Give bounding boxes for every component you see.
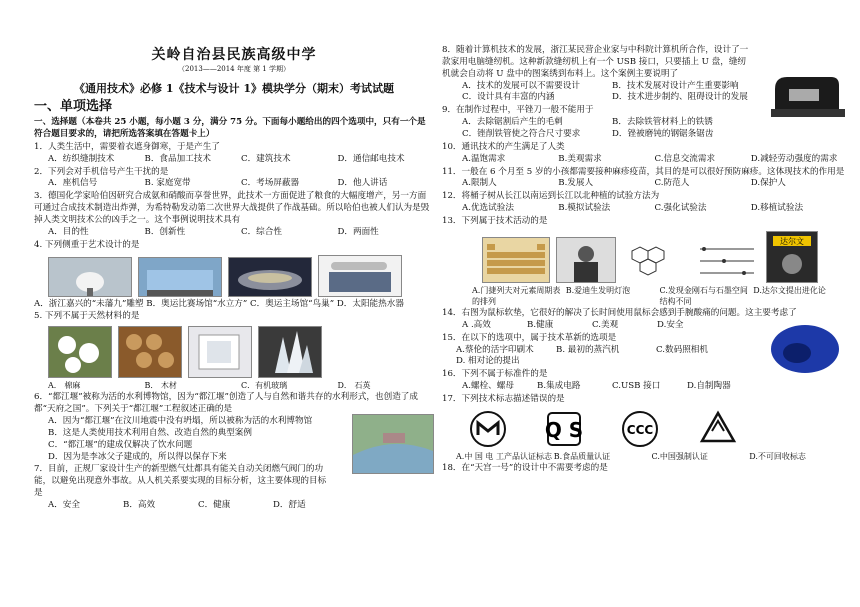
question-stem: 13．下列属于技术活动的是 <box>442 216 548 227</box>
q13-captions <box>442 285 847 307</box>
carbon-structure-diagram <box>622 239 688 283</box>
svg-text:Q S: Q S <box>544 417 584 442</box>
option: B. 家庭宽带 <box>144 178 191 189</box>
quartz-photo <box>258 326 322 378</box>
question-stem: 12．将桶子树从长江以南运到长江以北种植的试验方法为 <box>442 191 660 202</box>
dujiangyan-photo <box>352 414 434 474</box>
option: B. 最初的蒸汽机 <box>556 344 620 355</box>
birds-nest-photo <box>228 257 312 297</box>
question-stem: 9．在制作过程中，平锉刀一般不能用于 <box>442 105 594 116</box>
question-18 <box>442 463 847 475</box>
option: C．综合性 <box>241 226 282 237</box>
option: A.蔡伦的活字印刷术 <box>456 344 534 355</box>
water-cube-photo <box>138 257 222 297</box>
option: D.移植试验法 <box>750 203 804 214</box>
darwin-book-photo <box>766 231 818 283</box>
q5-image-row <box>48 326 434 378</box>
option: A．去除锯割后产生的毛刺 <box>462 117 563 128</box>
periodic-table-photo <box>482 237 550 283</box>
question-stem: 15．在以下的选项中，属于技术革新的选项是 <box>442 332 617 343</box>
option: D．因为是李冰父子建成的，所以得以保存下来 <box>48 451 227 462</box>
mouse-pad-photo <box>767 319 843 377</box>
option: A．座机信号 <box>48 178 98 189</box>
caption: C.发现金刚石与石墨空间结构不同 <box>659 285 748 306</box>
edison-photo <box>556 237 616 283</box>
option: B．食品加工技术 <box>144 153 211 164</box>
caption: A.中 国 电 工产品认证标志 <box>456 451 552 461</box>
question-stem: 4. 下列侧重于艺术设计的是 <box>34 239 140 250</box>
option: B．高效 <box>123 500 156 511</box>
option-row <box>442 92 762 104</box>
option: C．建筑技术 <box>241 153 291 164</box>
option-row <box>34 154 434 166</box>
instructions: 一、选择题（本卷共 25 小题，每小题 3 分，满分 75 分。下面每小题给出的四个选项中，只有一个是符合题目要求的，请把所选答案填在答题卡上） <box>34 117 426 139</box>
question-stem: 18．在“天宫一号”的设计中不需要考虑的是 <box>442 462 608 473</box>
solar-heater-photo <box>318 255 402 297</box>
question-stem: 14．右图为鼠标软垫，它很好的解决了长时间使用鼠标会感到手腕酸痛的问题。这主要考虑了 <box>442 307 797 318</box>
option: C．锉削铁管使之符合尺寸要求 <box>462 129 581 140</box>
caption: D.达尔文提出进化论 <box>753 285 826 295</box>
caption: C.中国强制认证 <box>651 451 708 461</box>
question-stem: 16．下列不属于标准件的是 <box>442 369 548 380</box>
question-5 <box>34 311 434 391</box>
q4-image-row <box>48 255 434 297</box>
q17-captions <box>442 451 847 462</box>
option: A.螺栓、螺母 <box>462 381 514 392</box>
question-6 <box>34 392 434 463</box>
option-row <box>442 381 762 393</box>
question-stem: 10．通讯技术的产生满足了人类 <box>442 141 565 152</box>
exam-title: 《通用技术》必修 1《技术与设计 1》模块学分（期末）考试试题 <box>74 81 394 95</box>
option-row <box>34 227 434 239</box>
sewing-machine-photo <box>769 59 847 123</box>
term-line: （2013——2014 年度 第 1 学期） <box>178 65 290 74</box>
question-stem: 17．下列技术标志描述错误的是 <box>442 393 565 404</box>
option: C．设计具有丰富的内涵 <box>462 92 555 103</box>
question-12 <box>442 191 847 215</box>
caption: B.食品质量认证 <box>553 451 611 461</box>
food-quality-logo <box>544 409 584 449</box>
option-row <box>34 178 434 190</box>
acrylic-photo <box>188 326 252 378</box>
question-stem: 2．下列会对手机信号产生干扰的是 <box>34 166 169 177</box>
question-stem: 7．目前，正规厂家设计生产的新型燃气灶都具有能关自动关闭燃气阀门的功能，以避免出现意外事故。从人机关系要实现的目标分析，这主要体现的目标是 <box>34 464 327 499</box>
question-stem: 5. 下列不属于天然材料的是 <box>34 311 140 322</box>
caption: B.爱迪生发明灯泡 <box>565 285 631 295</box>
option-row <box>442 129 762 141</box>
q13-image-row <box>482 231 847 283</box>
option: B．这是人类使用技术利用自然、改造自然的典型案例 <box>48 427 252 438</box>
option-row <box>442 81 762 93</box>
left-column <box>34 0 434 512</box>
option: B.集成电路 <box>537 381 581 392</box>
option: D．锉被磨钝的钢锯条锯齿 <box>612 129 714 140</box>
option: C.信息交流需求 <box>654 153 716 164</box>
option: B.模拟试验法 <box>558 203 611 214</box>
option: A.温饱需求 <box>462 153 506 164</box>
option: D.安全 <box>657 319 684 330</box>
option: D．技术进步制约、阻碍设计的发展 <box>612 92 748 103</box>
option: C.强化试验法 <box>654 203 707 214</box>
option: C.防范人 <box>654 178 690 189</box>
caption: D.不可回收标志 <box>749 451 806 461</box>
option: C.数码照相机 <box>656 344 708 355</box>
question-11 <box>442 167 847 191</box>
option: B．创新性 <box>144 226 186 237</box>
option: D．舒适 <box>273 500 306 511</box>
option: B．技术发展对设计产生重要影响 <box>612 80 739 91</box>
sculpture-photo <box>48 257 132 297</box>
school-title: 关岭自治县民族高级中学 <box>151 47 317 63</box>
question-15 <box>442 333 847 369</box>
option: A．技术的发展可以不需要设计 <box>462 80 580 91</box>
right-column <box>442 44 847 475</box>
option: A．因为“都江堰”在汶川地震中没有坍塌，所以被称为活的水利博物馆 <box>48 416 313 426</box>
option: D. 相对论的提出 <box>456 356 520 367</box>
option: A.限制人 <box>462 178 497 189</box>
option: D．两面性 <box>337 226 379 237</box>
question-stem: 11．一般在 6 个月至 5 岁的小孩都需要接种麻疹疫苗，其目的是可以很好预防麻疹。这体现技术的作用是 <box>442 166 845 177</box>
question-1 <box>34 142 434 166</box>
option-row <box>442 178 847 190</box>
q17-logo-row <box>466 409 847 449</box>
option: B.美观需求 <box>558 153 602 164</box>
option: D.减轻劳动强度的需求 <box>750 153 838 164</box>
cotton-photo <box>48 326 112 378</box>
option: D．他人讲话 <box>337 178 388 189</box>
option: A．目的性 <box>48 226 89 237</box>
caption: B． 木材 <box>144 381 177 391</box>
option: D.自制陶器 <box>687 381 731 392</box>
option: C.USB 接口 <box>612 381 661 392</box>
ccc-logo <box>618 409 662 449</box>
option: C．“都江堰”的建成仅解决了饮水问题 <box>48 439 193 450</box>
option: A.优选试验法 <box>462 203 514 214</box>
option-row <box>442 203 847 215</box>
option-row <box>442 320 722 332</box>
svg-text:达尔文: 达尔文 <box>780 236 804 246</box>
option: C.美观 <box>592 319 619 330</box>
question-13 <box>442 216 847 307</box>
option: B.发展人 <box>558 178 594 189</box>
graphite-structure-diagram <box>694 239 760 283</box>
option: A .高效 <box>462 319 491 330</box>
question-stem: 6．“都江堰”被称为活的水利博物馆，因为“都江堰”创造了人与自然和谐共存的水利形式，也创造了成都“天府之国”。下列关于“都江堰”工程叙述正确的是 <box>34 392 418 415</box>
q4-caption: A．浙江嘉兴的“未藩九”雕塑 B．奥运比赛场馆“水立方” C．奥运主场馆“鸟巢” D．太阳能热水器 <box>34 298 404 309</box>
wood-photo <box>118 326 182 378</box>
question-17 <box>442 394 847 462</box>
section-heading: 一、单项选择 <box>34 99 113 115</box>
option: C．健康 <box>198 500 231 511</box>
question-10 <box>442 142 847 166</box>
q5-captions <box>34 380 434 391</box>
question-4 <box>34 240 434 311</box>
question-stem: 1．人类生活中，需要着衣遮身御寒，于是产生了 <box>34 141 220 152</box>
option-row <box>442 154 847 166</box>
caption: A． 棉麻 <box>48 381 81 391</box>
question-stem: 3．德国化学家哈伯因研究合成氨和硝酸而享誉世界，此技术一方面促进了粮食的大幅度增产，另一方面可通过合成技术制造出炸弹，为希特勒发动第二次世界大战提供了作战基础。所以哈伯也被人们认为是毁掉人类文明技术公的凶手之一。这个事例说明技术具有 <box>34 191 430 225</box>
option: B.健康 <box>527 319 554 330</box>
option: D．通信邮电技术 <box>337 153 405 164</box>
caption: D． 石英 <box>337 381 371 391</box>
question-8 <box>442 45 847 104</box>
question-3 <box>34 191 434 238</box>
recycle-icon <box>696 409 740 449</box>
option-row <box>442 117 762 129</box>
question-stem: 8．随着计算机技术的发展，浙江某民营企业家与中科院计算机所合作，设计了一款家用电脑缝纫机。这种新款缝纫机上有一个 USB 接口，只要插上 U 盘，缝纫机就会自动将 U 盘中的图案绣到布料上。这个案例主要说明了 <box>442 45 749 79</box>
svg-text:CCC: CCC <box>626 422 654 437</box>
china-electric-cert-logo <box>466 409 510 449</box>
caption: A.门捷列夫对元素周期表的排列 <box>472 285 561 306</box>
option: C．考场屏蔽器 <box>241 178 300 189</box>
question-2 <box>34 167 434 191</box>
option: A．纺织缝制技术 <box>48 153 115 164</box>
option-row <box>34 500 348 512</box>
option: A．安全 <box>48 500 80 511</box>
option: D.保护人 <box>750 178 786 189</box>
option-row <box>442 345 756 357</box>
option: B．去除铁管材料上的铁锈 <box>612 117 713 128</box>
caption: C．有机玻璃 <box>241 381 288 391</box>
